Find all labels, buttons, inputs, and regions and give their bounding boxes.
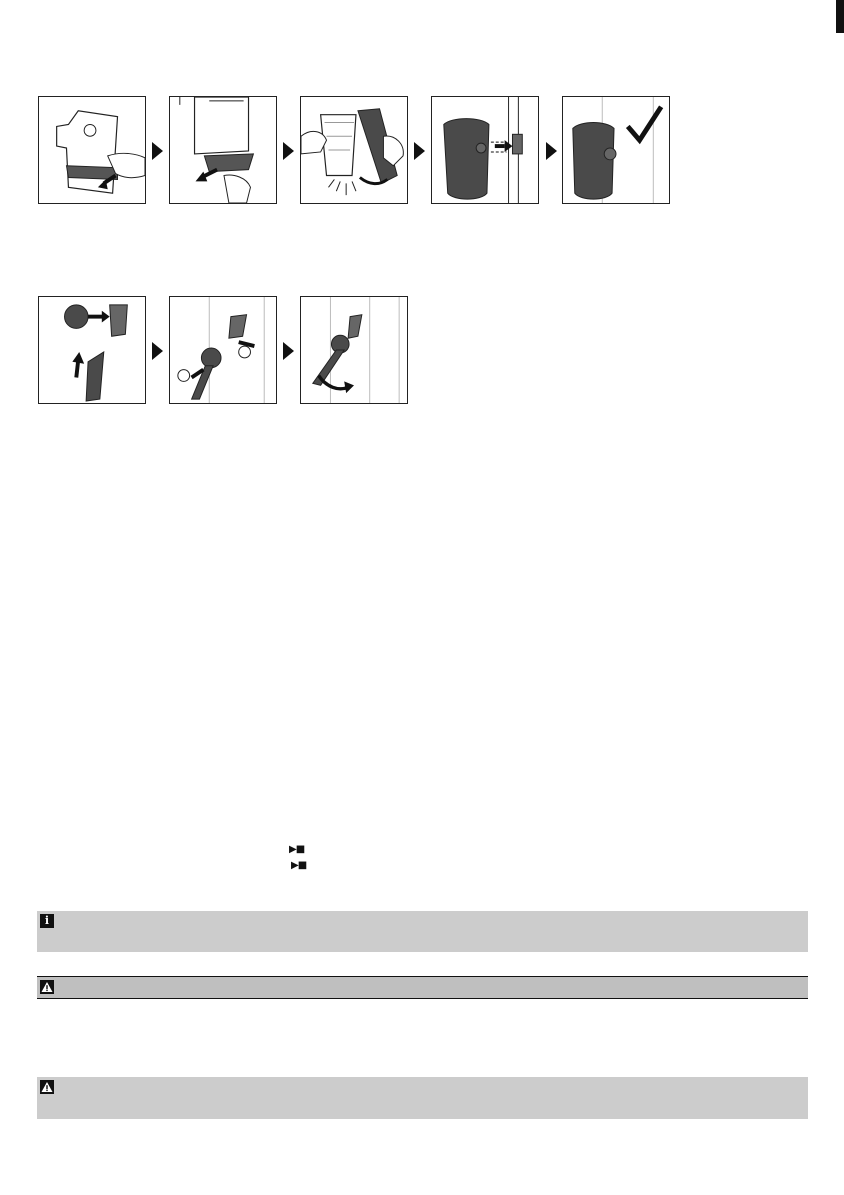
info-note-box xyxy=(37,911,808,952)
step-arrow-icon xyxy=(283,142,294,160)
illustration-assemble-spout xyxy=(38,296,146,404)
warning-icon xyxy=(40,980,54,994)
illustration-rotate-spout xyxy=(300,296,408,404)
caution-note-box xyxy=(37,1077,808,1119)
step-arrow-icon xyxy=(152,342,163,360)
spout-attach-icon xyxy=(170,297,276,403)
filter-insert-icon xyxy=(432,97,538,203)
spout-rotate-icon xyxy=(301,297,407,403)
illustration-slide-tray xyxy=(169,96,277,204)
tray-slide-out-icon xyxy=(170,97,276,203)
illustration-remove-ring xyxy=(38,96,146,204)
step-arrow-icon xyxy=(283,342,294,360)
info-icon: i xyxy=(40,914,54,928)
play-stop-icon: ▶■ xyxy=(291,860,307,871)
illustration-attach-spout xyxy=(169,296,277,404)
warning-header-bar xyxy=(37,976,808,999)
illustration-filter-fitted xyxy=(562,96,670,204)
page-edge-marker xyxy=(836,0,844,33)
filter-ring-removal-icon xyxy=(39,97,145,203)
illustration-rinse-filter xyxy=(300,96,408,204)
filter-rinse-icon xyxy=(301,97,407,203)
play-stop-icon: ▶■ xyxy=(289,844,305,855)
warning-icon xyxy=(40,1080,54,1094)
step-arrow-icon xyxy=(546,142,557,160)
illustration-insert-filter xyxy=(431,96,539,204)
step-arrow-icon xyxy=(152,142,163,160)
spout-assembly-icon xyxy=(39,297,145,403)
filter-fitted-check-icon xyxy=(563,97,669,203)
step-arrow-icon xyxy=(414,142,425,160)
